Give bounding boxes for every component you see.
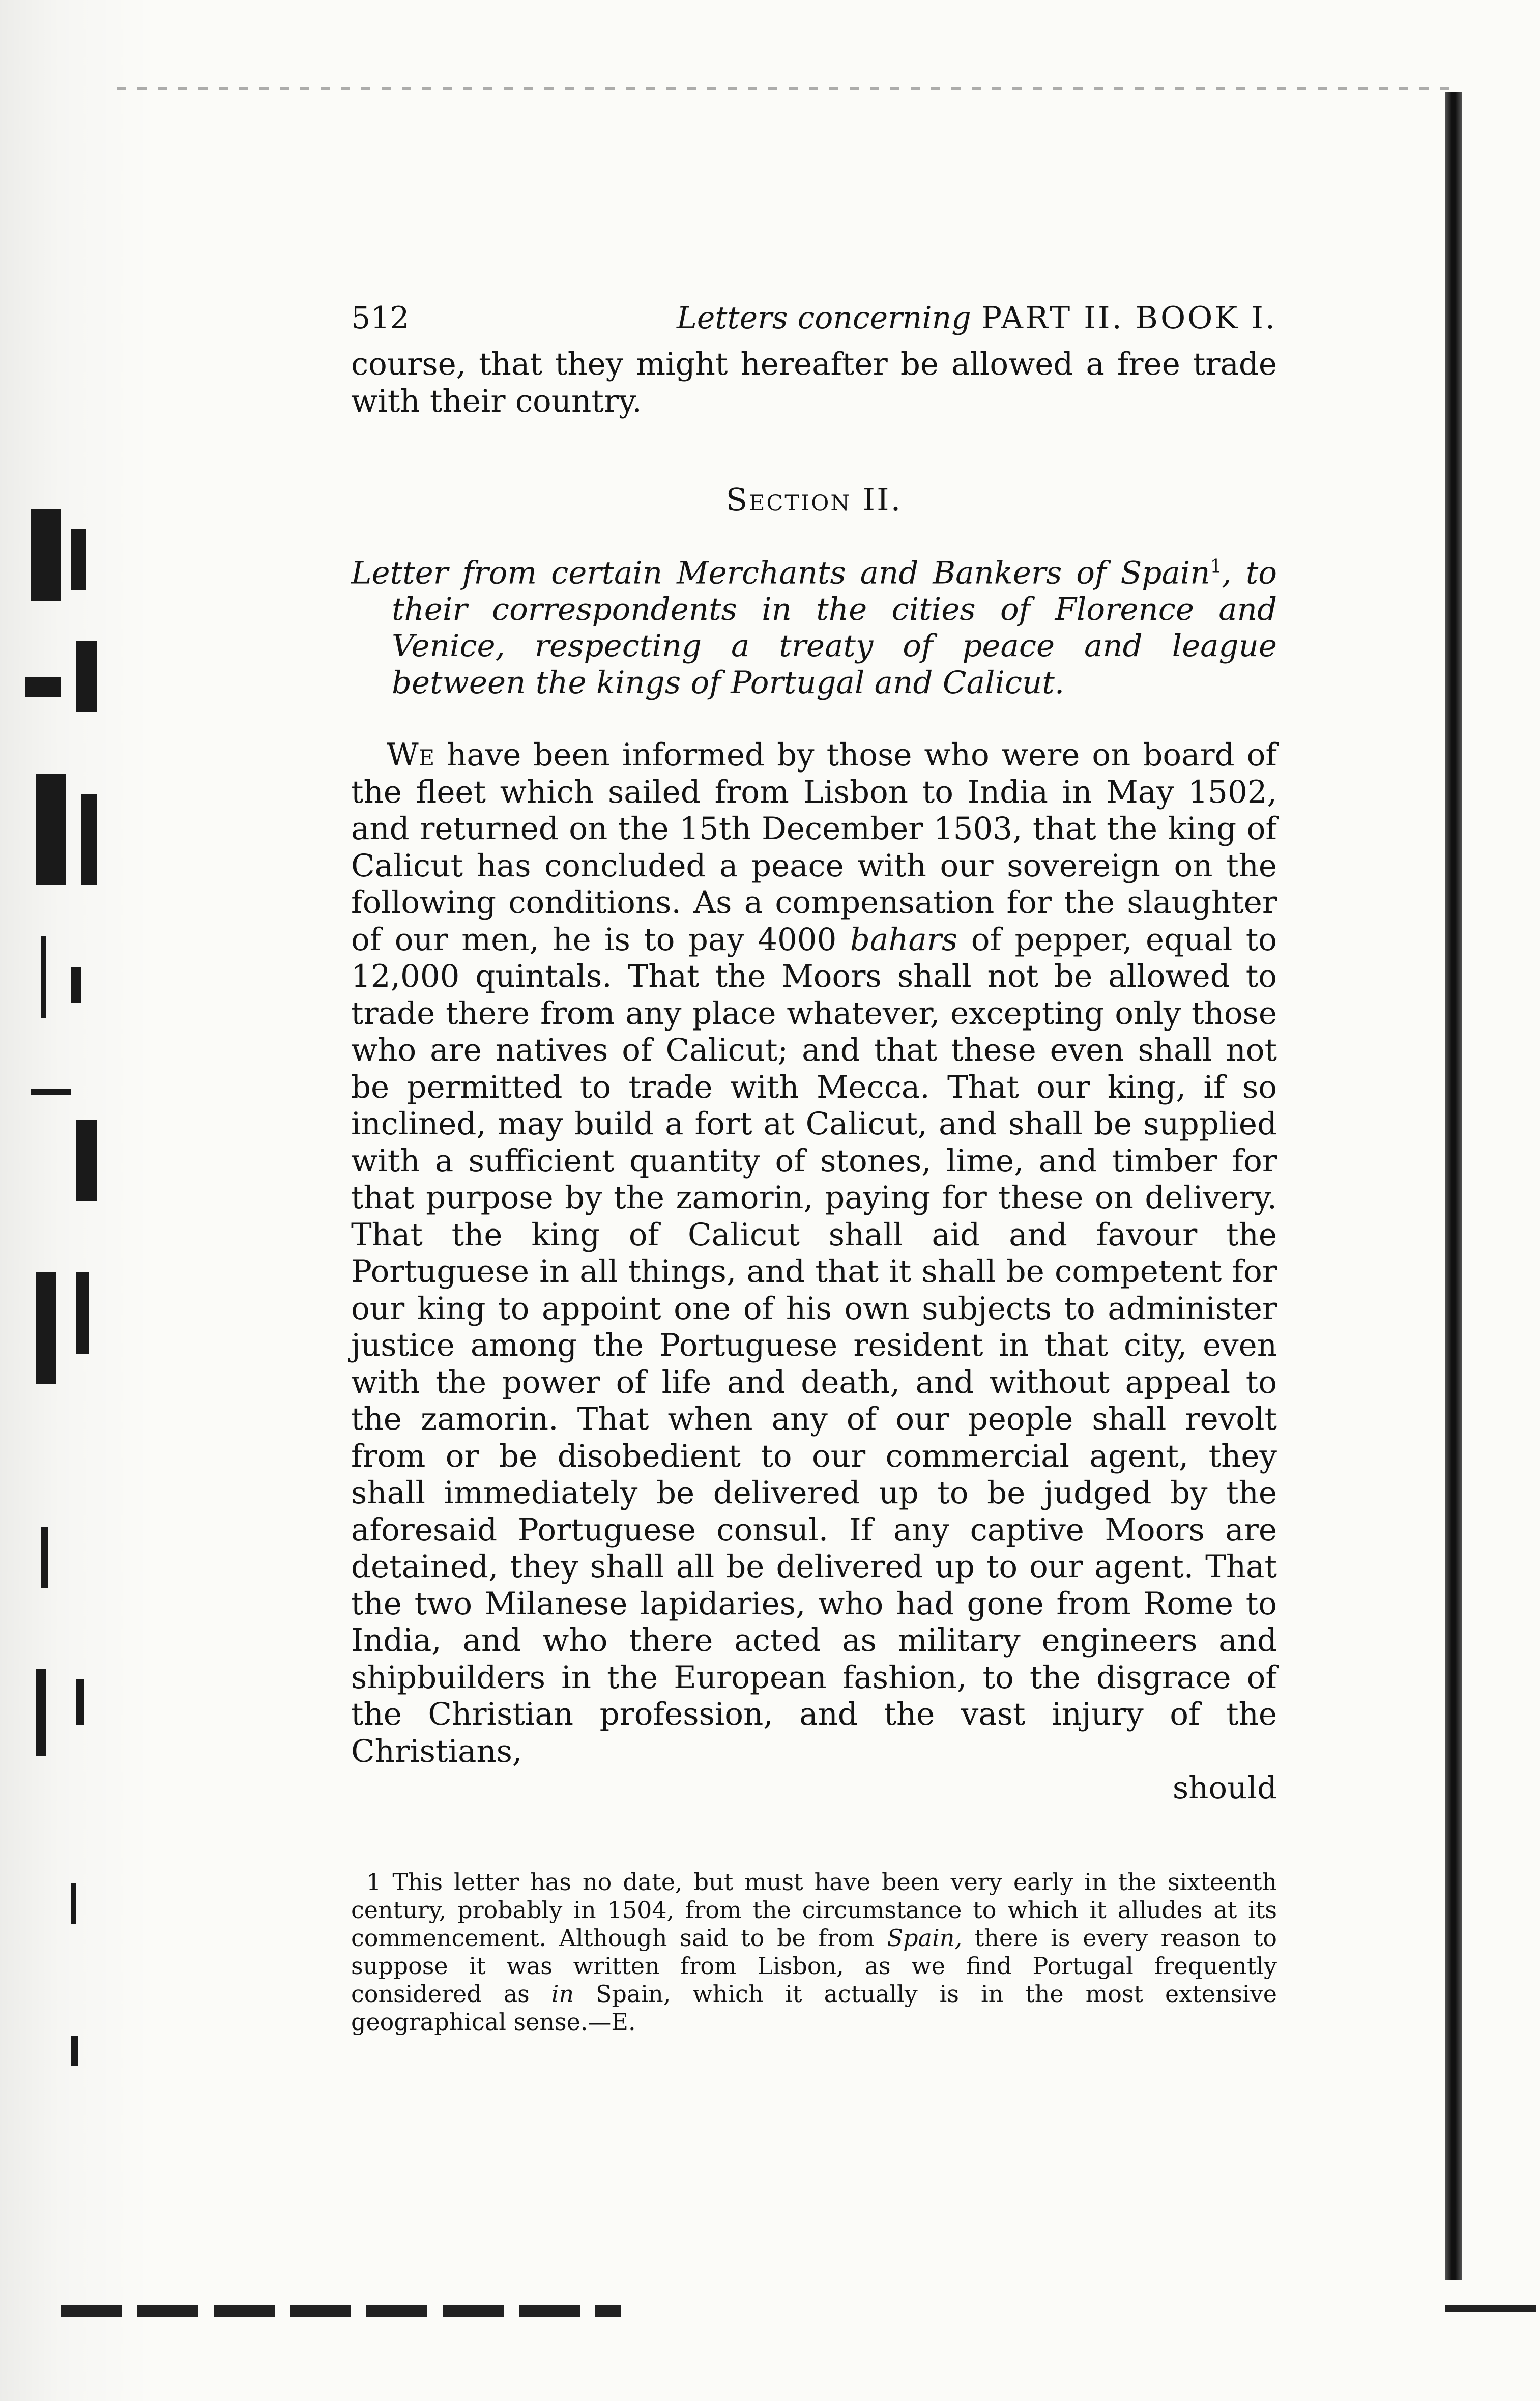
running-head	[351, 300, 1277, 346]
footnote-reference: 1	[1210, 556, 1222, 577]
page-right-border	[1445, 92, 1462, 2280]
scan-bottom-edge	[61, 2305, 621, 2317]
paragraph-text-2: of pepper, equal to 12,000 quintals. That the Moors shall not be allowed to trade there from any place whatever, excepting only those who are natives of Calicut; and that these even shall not be permitted to trade with Mecca. That our king, if so inclined, may build a fort at Calicut, and shall be supplied with a sufficient quantity of stones, lime, and timber for that purpose by the zamorin, paying for these on delivery. That the king of Calicut shall aid and favour the Portuguese in all things, and that it shall be competent for our king to appoint one of his own subjects to administer justice among the Portuguese resident in that city, even with the power of life and death, and without appeal to the zamorin. That when any of our people shall revolt from or be disobedient to our commercial agent, they shall immediately be delivered up to be judged by the aforesaid Portuguese consul. If any captive Moors are detained, they shall all be delivered up to our agent. That the two Milanese lapidaries, who had gone from Rome to India, and who there acted as military engineers and shipbuilders in the European fashion, to the disgrace of the Christian profession, and the vast injury of the Christians,	[351, 921, 1277, 1769]
letter-title-after: , to their correspondents in the cities of Florence and Venice, respecting a treaty of peace and league between the kings of Portugal and Calicut.	[392, 555, 1277, 701]
book-page	[351, 300, 1277, 2060]
footnote-marker: 1	[366, 1868, 382, 1896]
footnote-italic-in: in	[551, 1980, 574, 2008]
scan-bottom-edge-right	[1445, 2305, 1536, 2312]
footnote-text-3: Spain, which it actually is in the most extensive geographical sense.—E.	[351, 1980, 1277, 2036]
letter-title-before: Letter from certain Merchants and Bankers of Spain	[351, 555, 1210, 591]
footnote-italic-spain: Spain,	[887, 1924, 963, 1952]
footnote	[351, 1868, 1277, 2036]
section-heading: Section II.	[725, 481, 903, 518]
running-title: Letters concerning	[677, 300, 971, 336]
paragraph-text-1: have been informed by those who were on board of the fleet which sailed from Lisbon to India in May 1502, and returned on the 15th December 1503, that the king of Calicut has concluded a peace with our sovereign on the following conditions. As a compensation for the slaughter of our men, he is to pay 4000	[351, 737, 1277, 958]
catchword: should	[1172, 1770, 1277, 1807]
binding-marks	[20, 509, 112, 2188]
footnote-text-1: This letter has no date, but must have been very early in the sixteenth century, probably in 1504, from the circumstance to which it alludes at its commencement. Although said to be from	[351, 1868, 1277, 1952]
scan-top-edge	[117, 87, 1450, 90]
italic-term-bahars: bahars	[850, 921, 958, 958]
page-number: 512	[351, 300, 410, 336]
continued-text: course, that they might hereafter be allowed a free trade with their country.	[351, 346, 1277, 419]
opening-word: We	[387, 737, 435, 774]
letter-body-paragraph	[351, 737, 1277, 1770]
footnote-text-2: there is every reason to suppose it was written from Lisbon, as we find Portugal frequently considered as	[351, 1924, 1277, 2008]
part-book-label: PART II. BOOK I.	[981, 300, 1277, 336]
letter-title	[351, 549, 1277, 701]
